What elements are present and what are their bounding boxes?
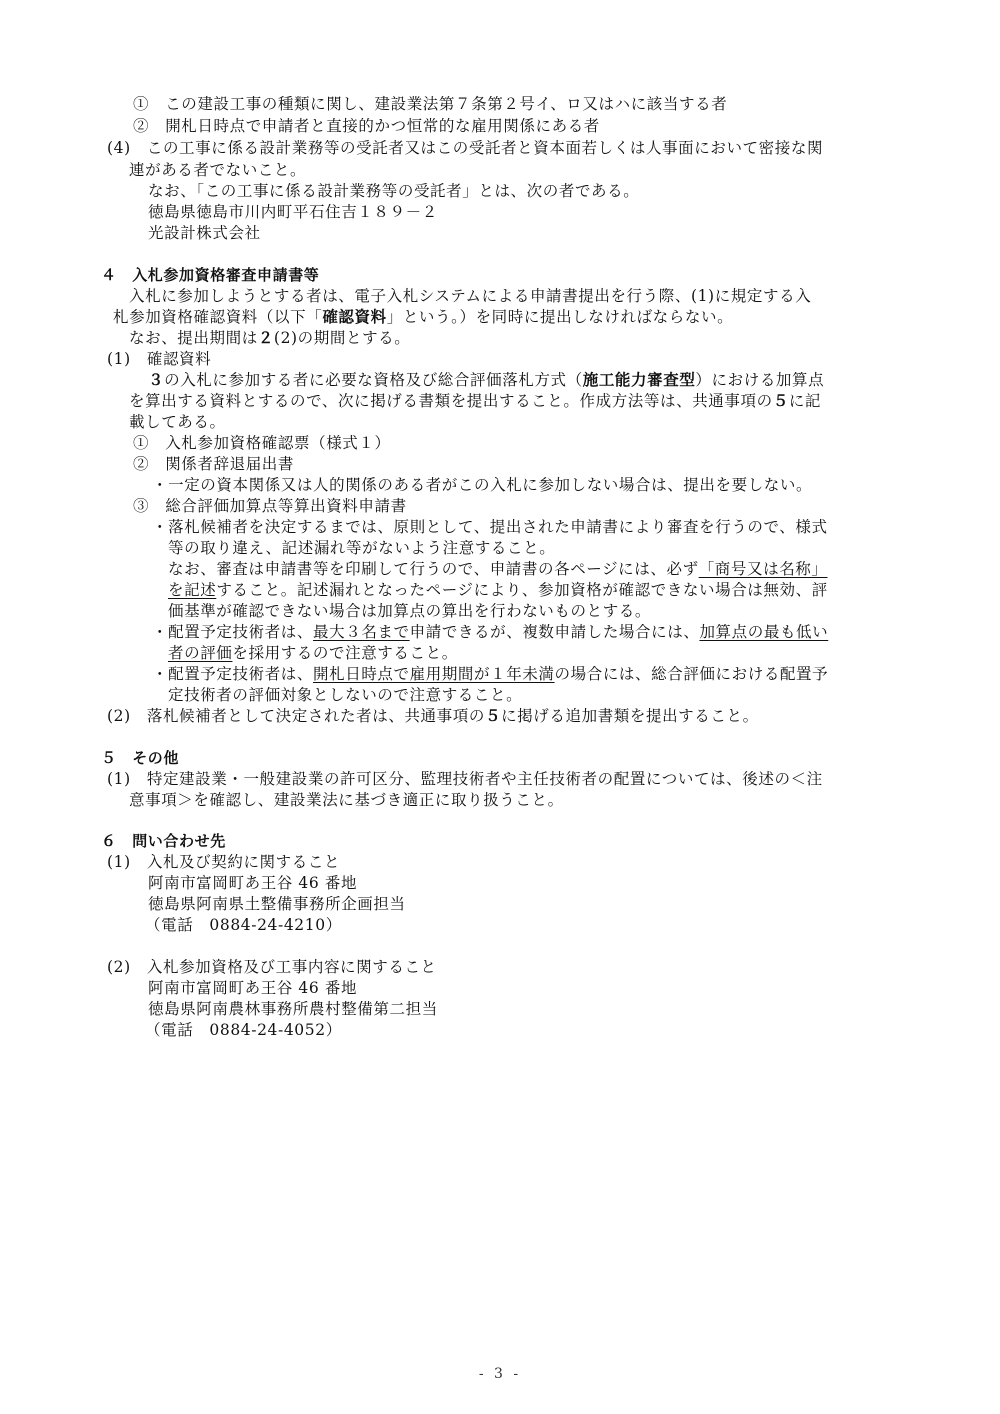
confirmation-docs-term: 確認資料 <box>322 308 387 326</box>
document-item-3: ③ 総合評価加算点等算出資料申請書 <box>133 497 407 515</box>
contact-1-address: 阿南市富岡町あ王谷 46 番地 <box>148 874 358 892</box>
section-5-heading: ５ その他 <box>101 749 180 767</box>
contact-2-office: 徳島県阿南農林事務所農村整備第二担当 <box>148 1000 438 1018</box>
note-2-line-1: ・配置予定技術者は、最大３名まで申請できるが、複数申請した場合には、加算点の最も低い <box>152 623 829 641</box>
subsection-2: (2) 落札候補者として決定された者は、共通事項の５に掲げる追加書類を提出すること。 <box>107 707 759 725</box>
subsection-1-line-2: を算出する資料とするので、次に掲げる書類を提出すること。作成方法等は、共通事項の５に記 <box>129 392 822 410</box>
evaluation-type-term: 施工能力審査型 <box>582 371 696 389</box>
subsection-1-line-3: 載してある。 <box>129 413 226 431</box>
section-4-heading: ４ 入札参加資格審査申請書等 <box>101 266 320 284</box>
note-2-line-2: 者の評価を採用するので注意すること。 <box>168 644 458 662</box>
section-5-line-2: 意事項＞を確認し、建設業法に基づき適正に取り扱うこと。 <box>129 791 564 809</box>
paragraph-4-line-3: なお、「この工事に係る設計業務等の受託者」とは、次の者である。 <box>148 182 640 200</box>
section-4-intro-line-2: 札参加資格確認資料（以下「確認資料」という。）を同時に提出しなければならない。 <box>113 308 734 326</box>
section-6-heading: ６ 問い合わせ先 <box>101 832 226 850</box>
note-3-line-1: ・配置予定技術者は、開札日時点で雇用期間が１年未満の場合には、総合評価における配置予 <box>152 665 829 683</box>
paragraph-4-line-1: (4) この工事に係る設計業務等の受託者又はこの受託者と資本面若しくは人事面において密接な関 <box>107 139 824 157</box>
section-5-line-1: (1) 特定建設業・一般建設業の許可区分、監理技術者や主任技術者の配置については、後述の＜注 <box>107 770 823 788</box>
note-1-line-1: ・落札候補者を決定するまでは、原則として、提出された申請書により審査を行うので、様式 <box>152 518 828 536</box>
note-3-line-2: 定技術者の評価対象としないので注意すること。 <box>168 686 523 704</box>
contact-1-phone: （電話 0884-24-4210） <box>145 916 342 934</box>
contact-2-address: 阿南市富岡町あ王谷 46 番地 <box>148 979 358 997</box>
contact-2-title: (2) 入札参加資格及び工事内容に関すること <box>107 958 437 976</box>
consultant-company: 光設計株式会社 <box>148 224 261 242</box>
requirement-item-1: ① この建設工事の種類に関し、建設業法第７条第２号イ、ロ又はハに該当する者 <box>133 95 728 113</box>
document-item-2-note: ・一定の資本関係又は人的関係のある者がこの入札に参加しない場合は、提出を要しない。 <box>152 476 813 494</box>
contact-1-office: 徳島県阿南県土整備事務所企画担当 <box>148 895 406 913</box>
contact-2-phone: （電話 0884-24-4052） <box>145 1021 342 1039</box>
subsection-1-line-1: ３の入札に参加する者に必要な資格及び総合評価落札方式（施工能力審査型）における加算点 <box>148 371 825 389</box>
subsection-1-title: (1) 確認資料 <box>107 350 212 368</box>
section-4-intro-line-1: 入札に参加しようとする者は、電子入札システムによる申請書提出を行う際、(1)に規定する入 <box>129 287 812 305</box>
page-number: - 3 - <box>478 1366 522 1382</box>
contact-1-title: (1) 入札及び契約に関すること <box>107 853 341 871</box>
note-1-line-3: なお、審査は申請書等を印刷して行うので、申請書の各ページには、必ず「商号又は名称」 <box>168 560 828 578</box>
paragraph-4-line-2: 連がある者でないこと。 <box>129 161 307 179</box>
document-item-1: ① 入札参加資格確認票（様式１） <box>133 434 391 452</box>
section-4-intro-line-3: なお、提出期間は２(2)の期間とする。 <box>129 329 411 347</box>
note-1-line-2: 等の取り違え、記述漏れ等がないよう注意すること。 <box>168 539 556 557</box>
document-item-2: ② 関係者辞退届出書 <box>133 455 295 473</box>
note-1-line-5: 価基準が確認できない場合は加算点の算出を行わないものとする。 <box>168 602 652 620</box>
requirement-item-2: ② 開札日時点で申請者と直接的かつ恒常的な雇用関係にある者 <box>133 117 600 135</box>
consultant-address: 徳島県徳島市川内町平石住吉１８９－２ <box>148 203 438 221</box>
note-1-line-4: を記述すること。記述漏れとなったページにより、参加資格が確認できない場合は無効、評 <box>168 581 828 599</box>
